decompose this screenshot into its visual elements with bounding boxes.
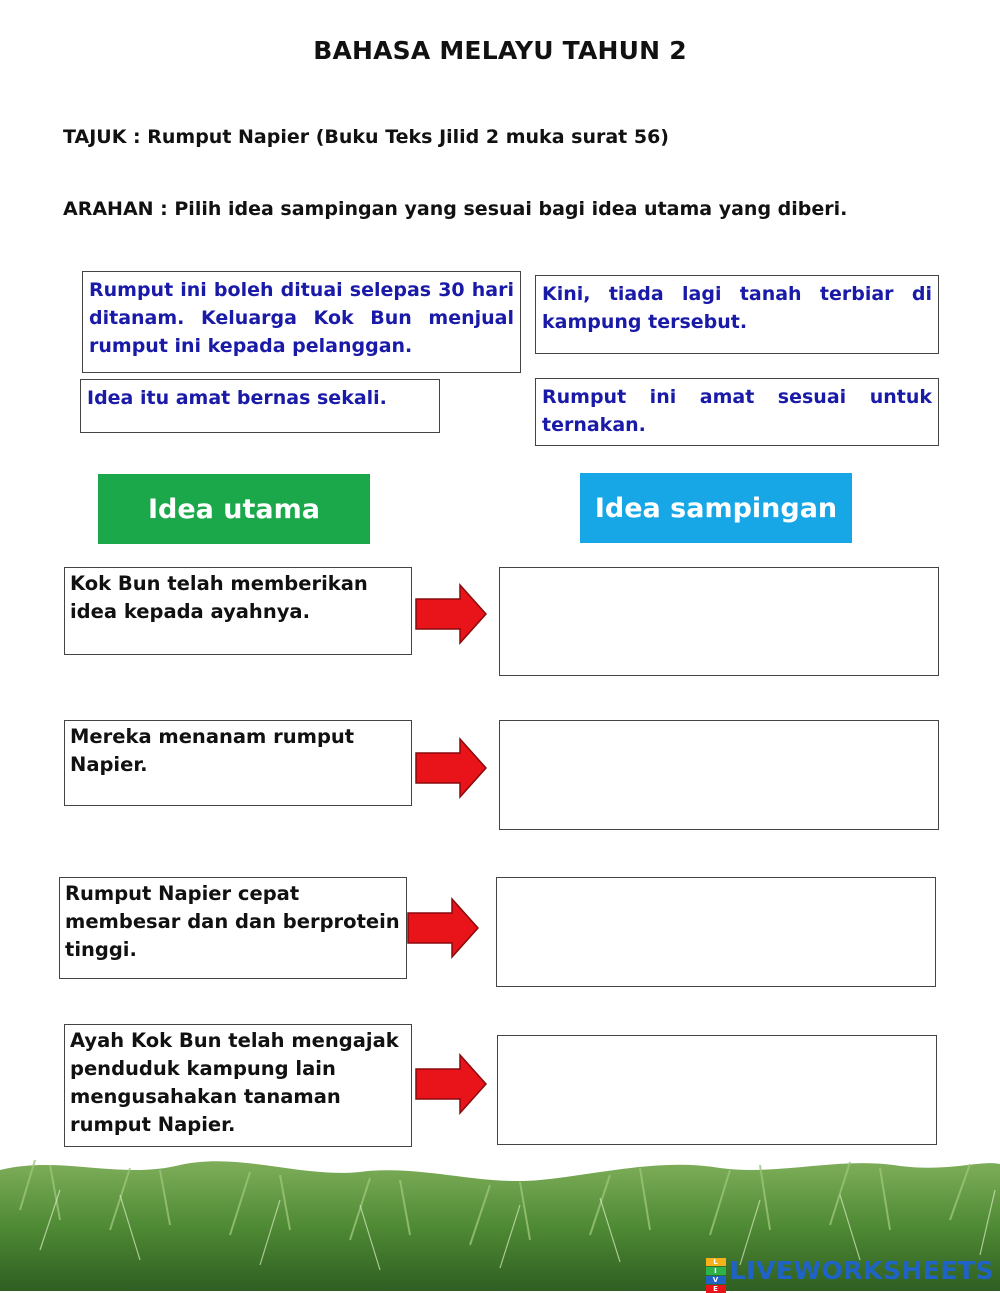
page-title: BAHASA MELAYU TAHUN 2 [313, 36, 687, 65]
answer-dropzone-3[interactable] [496, 877, 936, 987]
main-idea-header: Idea utama [98, 474, 370, 544]
choice-1[interactable]: Rumput ini boleh dituai selepas 30 hari ditanam. Keluarga Kok Bun menjual rumput ini kepada pelanggan. [82, 271, 521, 373]
arrow-right-icon [415, 583, 487, 645]
logo-text: LIVEWORKSHEETS [729, 1256, 994, 1285]
liveworksheets-logo [706, 1256, 994, 1293]
answer-dropzone-1[interactable] [499, 567, 939, 676]
answer-dropzone-2[interactable] [499, 720, 939, 830]
instruction-line: ARAHAN : Pilih idea sampingan yang sesuai bagi idea utama yang diberi. [63, 198, 848, 220]
main-idea-2: Mereka menanam rumput Napier. [64, 720, 412, 806]
choice-4[interactable]: Rumput ini amat sesuai untuk ternakan. [535, 378, 939, 446]
topic-line: TAJUK : Rumput Napier (Buku Teks Jilid 2 muka surat 56) [63, 126, 669, 148]
main-idea-1: Kok Bun telah memberikan idea kepada ayahnya. [64, 567, 412, 655]
choice-3[interactable]: Idea itu amat bernas sekali. [80, 379, 440, 433]
side-idea-header: Idea sampingan [580, 473, 852, 543]
main-idea-4: Ayah Kok Bun telah mengajak penduduk kampung lain mengusahakan tanaman rumput Napier. [64, 1024, 412, 1147]
arrow-right-icon [415, 1053, 487, 1115]
arrow-right-icon [407, 897, 479, 959]
logo-mark-icon: L I V E [706, 1258, 726, 1284]
choice-2[interactable]: Kini, tiada lagi tanah terbiar di kampung tersebut. [535, 275, 939, 354]
main-idea-3: Rumput Napier cepat membesar dan dan berprotein tinggi. [59, 877, 407, 979]
answer-dropzone-4[interactable] [497, 1035, 937, 1145]
arrow-right-icon [415, 737, 487, 799]
